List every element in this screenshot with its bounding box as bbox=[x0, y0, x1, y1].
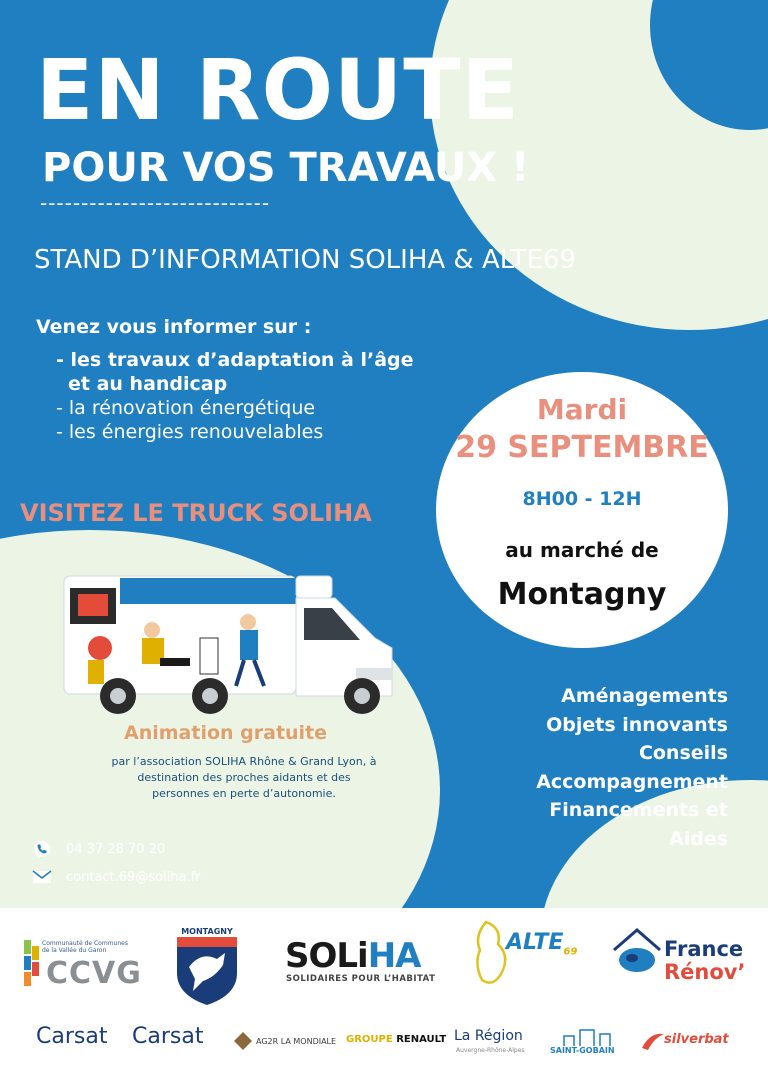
phone-number: 04 37 28 70 20 bbox=[66, 841, 166, 857]
phone-icon bbox=[32, 840, 52, 858]
saint-gobain-arch-icon bbox=[560, 1024, 616, 1046]
topic-item: - les travaux d’adaptation à l’âge bbox=[56, 349, 414, 371]
alte-logo bbox=[506, 930, 577, 957]
la-region-logo: La Région bbox=[454, 1028, 523, 1044]
services-list bbox=[536, 682, 728, 853]
service-item: Aides bbox=[668, 827, 728, 850]
event-place: au marché de bbox=[505, 538, 659, 562]
title-divider: ---------------------------- bbox=[40, 191, 271, 215]
main-title: EN ROUTE bbox=[36, 41, 520, 139]
ag2r-diamond-icon bbox=[234, 1032, 252, 1050]
soliha-logo-part: HA bbox=[367, 936, 421, 976]
silverbat-swoosh-icon bbox=[640, 1030, 666, 1052]
alte-logo-number: 69 bbox=[563, 946, 578, 958]
la-region-subtitle: Auvergne-Rhône-Alpes bbox=[456, 1047, 525, 1054]
ccvg-caption: Communauté de Communes de la Vallée du Garon bbox=[42, 940, 128, 954]
france-renov-line2: Rénov’ bbox=[664, 960, 746, 984]
animation-title: Animation gratuite bbox=[124, 722, 328, 744]
main-subtitle: POUR VOS TRAVAUX ! bbox=[42, 145, 530, 191]
alte-logo-text: ALTE bbox=[506, 930, 564, 955]
event-hours: 8H00 - 12H bbox=[522, 488, 642, 510]
service-item: Aménagements bbox=[561, 685, 728, 707]
silverbat-logo: silverbat bbox=[664, 1032, 729, 1047]
event-date: 29 SEPTEMBRE bbox=[455, 430, 709, 465]
ag2r-logo-text: AG2R LA MONDIALE bbox=[256, 1037, 337, 1046]
contact-email[interactable] bbox=[32, 868, 201, 886]
ccvg-color-bars bbox=[24, 940, 40, 986]
topic-item: et au handicap bbox=[68, 373, 228, 395]
service-item: Conseils bbox=[638, 742, 728, 764]
carsat-logo-2: Carsat bbox=[132, 1024, 204, 1049]
contact-phone[interactable] bbox=[32, 840, 165, 858]
montagny-crest-icon bbox=[175, 937, 239, 1005]
montagny-crest-label: MONTAGNY bbox=[181, 927, 233, 936]
topic-item: - la rénovation énergétique bbox=[56, 397, 316, 419]
visit-truck-heading: VISITEZ LE TRUCK SOLIHA bbox=[20, 499, 372, 527]
soliha-tagline: SOLIDAIRES POUR L’HABITAT bbox=[286, 974, 436, 984]
groupe-label: GROUPE bbox=[346, 1034, 393, 1045]
truck-illustration bbox=[60, 568, 400, 720]
topic-item: - les énergies renouvelables bbox=[56, 421, 324, 443]
animation-description: par l’association SOLIHA Rhône & Grand Lyon, à destination des proches aidants et des personnes en perte d’autonomie. bbox=[111, 755, 377, 800]
france-renov-house-icon bbox=[612, 928, 662, 974]
email-address: contact.69@soliha.fr bbox=[66, 869, 201, 885]
france-renov-line1: France bbox=[664, 937, 744, 961]
event-day: Mardi bbox=[536, 393, 628, 426]
renault-label: RENAULT bbox=[396, 1034, 447, 1045]
soliha-logo bbox=[285, 936, 421, 976]
mail-icon bbox=[32, 868, 52, 886]
service-item: Financements et bbox=[549, 799, 728, 821]
service-item: Objets innovants bbox=[546, 713, 728, 736]
service-item: Accompagnement bbox=[536, 770, 728, 793]
info-intro: Venez vous informer sur : bbox=[36, 316, 312, 338]
stand-subtitle: STAND D’INFORMATION SOLIHA & ALTE69 bbox=[34, 245, 577, 275]
saint-gobain-logo: SAINT-GOBAIN bbox=[550, 1046, 615, 1055]
soliha-logo-part: SOLi bbox=[285, 936, 368, 976]
groupe-renault-logo bbox=[346, 1034, 446, 1045]
ccvg-logo-text: CCVG bbox=[46, 956, 142, 991]
info-topics bbox=[56, 348, 414, 444]
carsat-logo-1: Carsat bbox=[36, 1024, 108, 1049]
event-city: Montagny bbox=[497, 577, 667, 612]
